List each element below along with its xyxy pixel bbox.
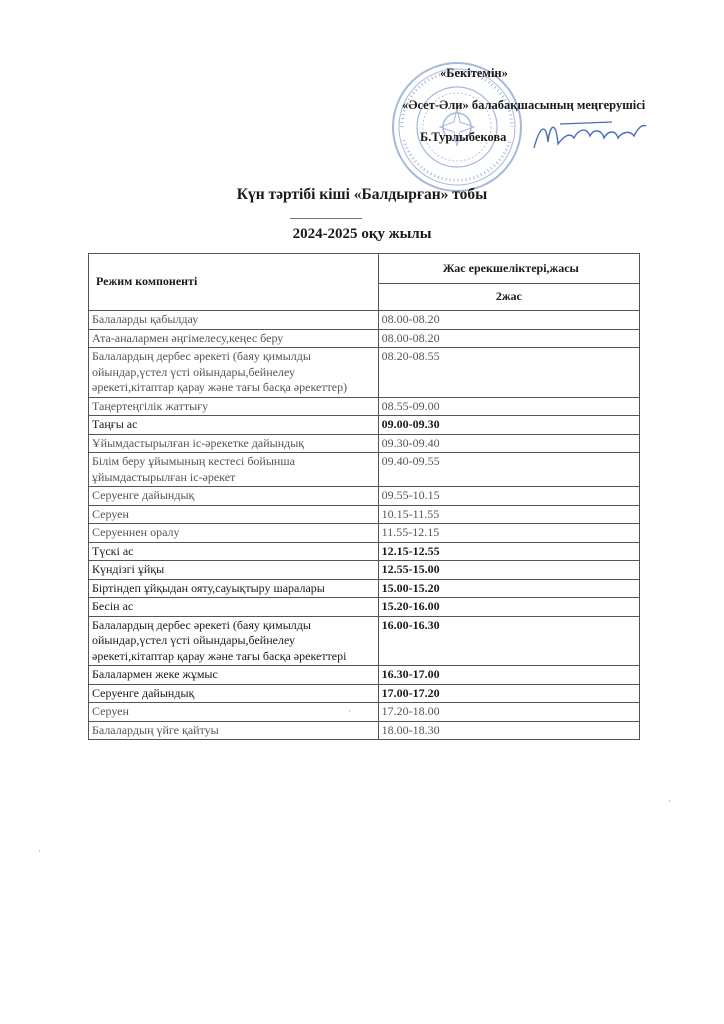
time-cell: 09.40-09.55: [378, 453, 639, 487]
table-row: [89, 348, 640, 398]
component-cell: Біртіндеп ұйқыдан ояту,сауықтыру шаралары: [89, 579, 379, 598]
time-cell: 12.15-12.55: [378, 542, 639, 561]
time-cell: 10.15-11.55: [378, 505, 639, 524]
table-row: [89, 579, 640, 598]
component-cell: Балаларды қабылдау: [89, 311, 379, 330]
time-cell: 15.00-15.20: [378, 579, 639, 598]
component-cell: Балалардың дербес әрекеті (баяу қимылды ойындар,үстел үсті ойындары,бейнелеу әрекеті,кітаптар қарау және тағы басқа әрекеттері: [89, 616, 379, 666]
component-cell: Ата-аналармен әңгімелесу,кеңес беру: [89, 329, 379, 348]
table-row: [89, 453, 640, 487]
time-cell: 17.00-17.20: [378, 684, 639, 703]
time-cell: 09.55-10.15: [378, 487, 639, 506]
document-title: Күн тәртібі кіші «Балдырған» тобы: [236, 186, 488, 203]
table-row: [89, 721, 640, 740]
scan-mark: ·: [668, 796, 671, 806]
component-cell: Серуеннен оралу: [89, 524, 379, 543]
component-cell: Таңертеңгілік жаттығу: [89, 397, 379, 416]
age-value: 2жас: [378, 284, 639, 311]
component-cell: Түскі ас: [89, 542, 379, 561]
approval-position: «Әсет-Әли» балабақшасының меңгерушісі: [402, 98, 646, 112]
scan-mark: ·: [38, 846, 41, 856]
table-row: [89, 703, 640, 722]
time-cell: 18.00-18.30: [378, 721, 639, 740]
time-cell: 16.00-16.30: [378, 616, 639, 666]
component-cell: Ұйымдастырылған іс-әрекетке дайындық: [89, 434, 379, 453]
year-range: 2024-2025: [292, 226, 358, 242]
table-row: [89, 598, 640, 617]
approval-name: Б.Турлыбекова: [420, 130, 507, 144]
table-row: [89, 487, 640, 506]
time-cell: 09.30-09.40: [378, 434, 639, 453]
schedule-table: [88, 253, 640, 740]
component-cell: Күндізгі ұйқы: [89, 561, 379, 580]
component-cell: Серуенге дайындық: [89, 684, 379, 703]
time-cell: 17.20-18.00: [378, 703, 639, 722]
schedule-body: [89, 311, 640, 740]
component-cell: Балалардың үйге қайтуы: [89, 721, 379, 740]
component-cell: Білім беру ұйымының кестесі бойынша ұйымдастырылған іс-әрекет: [89, 453, 379, 487]
time-cell: 08.00-08.20: [378, 311, 639, 330]
approval-heading: «Бекітемін»: [440, 66, 508, 80]
time-cell: 11.55-12.15: [378, 524, 639, 543]
signature-icon: [530, 116, 650, 156]
year-underline: [290, 218, 362, 219]
scan-mark: ·: [348, 706, 351, 716]
component-cell: Бесін ас: [89, 598, 379, 617]
component-cell: Серуенге дайындық: [89, 487, 379, 506]
time-cell: 08.20-08.55: [378, 348, 639, 398]
time-cell: 12.55-15.00: [378, 561, 639, 580]
time-cell: 08.00-08.20: [378, 329, 639, 348]
table-row: [89, 329, 640, 348]
academic-year: [0, 226, 724, 243]
table-row: [89, 666, 640, 685]
time-cell: 15.20-16.00: [378, 598, 639, 617]
table-row: [89, 505, 640, 524]
time-cell: 08.55-09.00: [378, 397, 639, 416]
time-cell: 16.30-17.00: [378, 666, 639, 685]
table-header-row: [89, 254, 640, 284]
component-column-header: Режим компоненті: [89, 254, 379, 311]
table-row: [89, 684, 640, 703]
table-row: [89, 397, 640, 416]
table-row: [89, 524, 640, 543]
approval-block: [380, 58, 680, 188]
component-cell: Балалардың дербес әрекеті (баяу қимылды ойындар,үстел үсті ойындары,бейнелеу әрекеті,кітаптар қарау және тағы басқа әрекеттер): [89, 348, 379, 398]
table-row: [89, 311, 640, 330]
component-cell: Таңғы ас: [89, 416, 379, 435]
component-cell: Серуен: [89, 703, 379, 722]
table-row: [89, 561, 640, 580]
time-cell: 09.00-09.30: [378, 416, 639, 435]
component-cell: Балалармен жеке жұмыс: [89, 666, 379, 685]
table-row: [89, 434, 640, 453]
table-row: [89, 416, 640, 435]
table-row: [89, 542, 640, 561]
age-column-header: Жас ерекшеліктері,жасы: [378, 254, 639, 284]
component-cell: Серуен: [89, 505, 379, 524]
table-row: [89, 616, 640, 666]
year-suffix: оқу жылы: [361, 226, 432, 242]
